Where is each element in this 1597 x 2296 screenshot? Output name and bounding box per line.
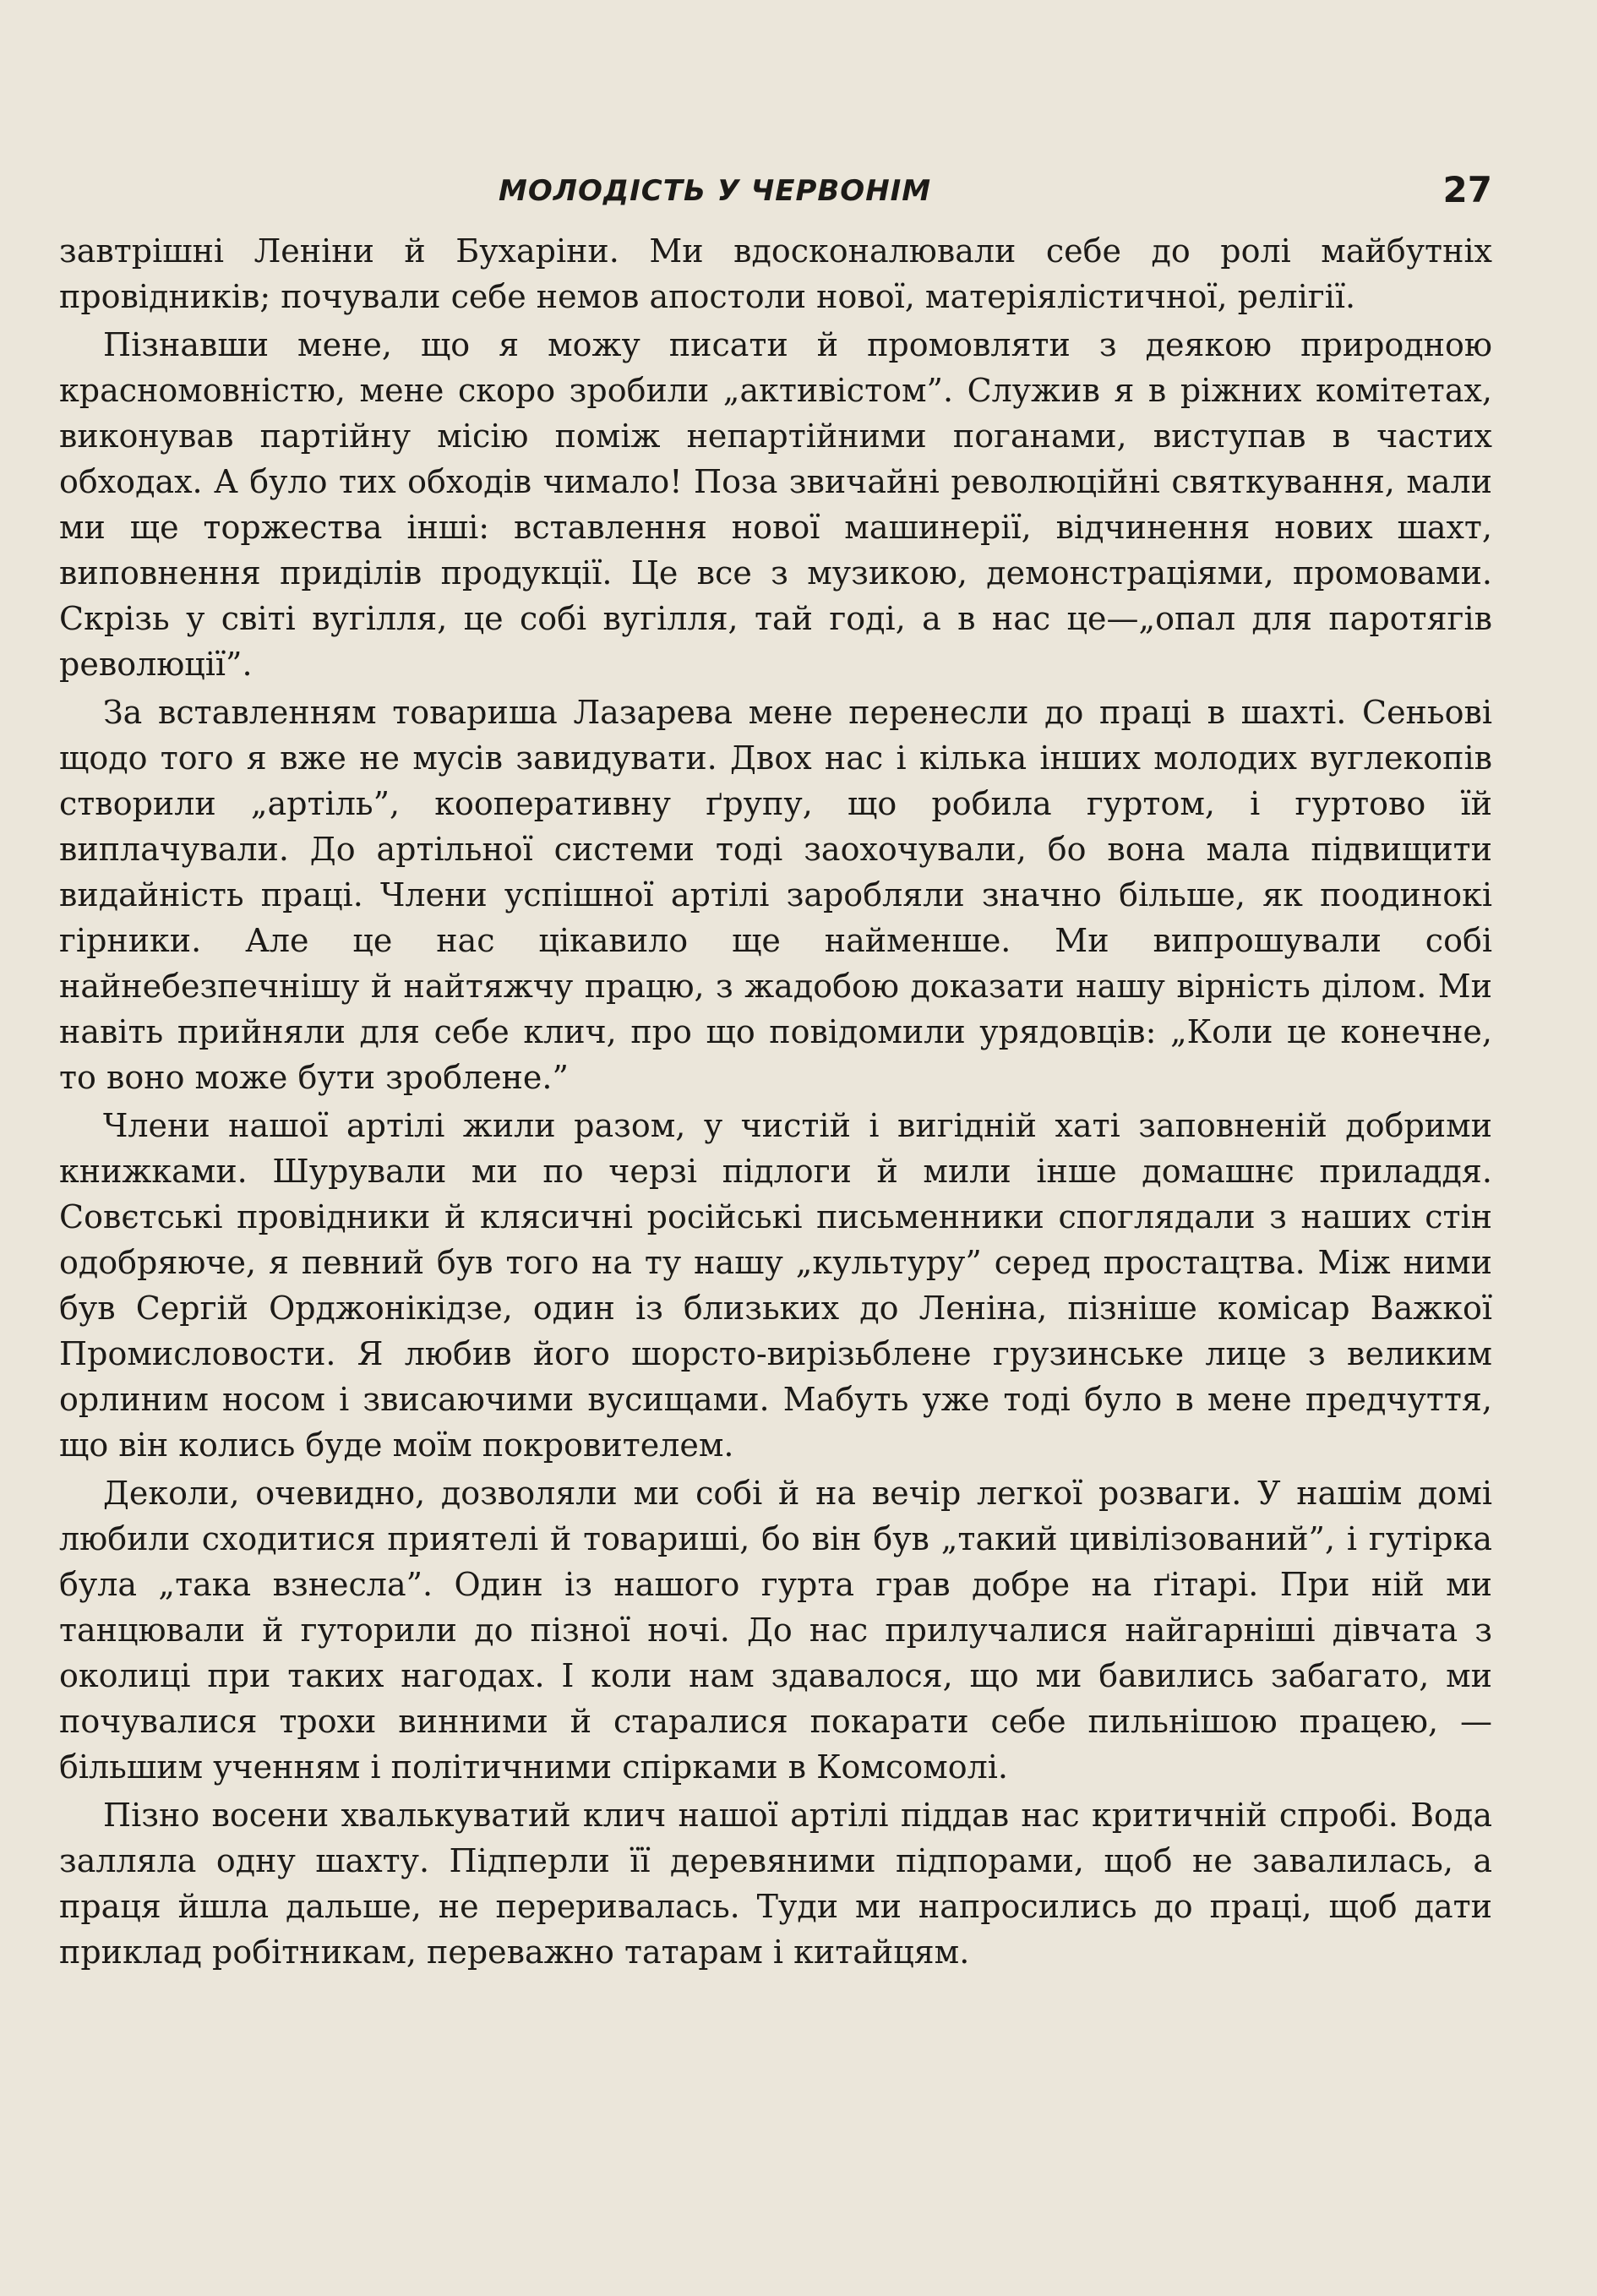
paragraph: За вставленням товариша Лазарева мене перенесли до праці в шахті. Сеньові щодо того я вже не мусів завидувати. Двох нас і кілька інших молодих вуглекопів створили „артіль”, кооперативну ґрупу, що робила гуртом, і гуртово їй виплачували. До артільної системи тоді заохочували, бо вона мала підвищити видайність праці. Члени успішної артілі заробляли значно більше, як поодинокі гірники. Але це нас цікавило ще найменше. Ми випрошували собі найнебезпечнішу й найтяжчу працю, з жадобою доказати нашу вірність ділом. Ми навіть прийняли для себе клич, про що повідомили урядовців: „Коли це конечне, то воно може бути зроблене.” [59, 694, 1492, 1096]
paragraph: Деколи, очевидно, дозволяли ми собі й на вечір легкої розваги. У нашім домі любили сходитися приятелі й товариші, бо він був „такий цивілізований”, і гутірка була „така взнесла”. Один із нашого гурта грав добре на ґітарі. При ній ми танцювали й гуторили до пізної ночі. До нас прилучалися найгарніші дівчата з околиці при таких нагодах. І коли нам здавалося, що ми бавились забагато, ми почувалися трохи винними й старалися покарати себе пильнішою працею, — більшим ученням і політичними спірками в Комсомолі. [59, 1475, 1492, 1786]
paragraph: Члени нашої артілі жили разом, у чистій і вигідній хаті заповненій добрими книжками. Шурували ми по черзі підлоги й мили інше домашнє приладдя. Совєтські провідники й клясичні російські письменники споглядали з наших стін одобряюче, я певний був того на ту нашу „культуру” серед простацтва. Між ними був Сергій Орджонікідзе, один із близьких до Леніна, пізніше комісар Важкої Промисловости. Я любив його шорсто-вирізьблене грузинське лице з великим орлиним носом і звисаючими вусищами. Мабуть уже тоді було в мене предчуття, що він колись буде моїм покровителем. [59, 1107, 1492, 1464]
page-number: 27 [1442, 169, 1492, 210]
paragraph: Пізно восени хвалькуватий клич нашої артілі піддав нас критичній спробі. Вода залляла одну шахту. Підперли її деревяними підпорами, щоб не завалилась, а праця йшла дальше, не переривалась. Туди ми напросились до праці, щоб дати приклад робітникам, переважно татарам і китайцям. [59, 1797, 1492, 1971]
running-title: МОЛОДІСТЬ У ЧЕРВОНІМ [499, 174, 932, 208]
paragraph: Пізнавши мене, що я можу писати й промовляти з деякою природною красномовністю, мене скоро зробили „активістом”. Служив я в ріжних комітетах, виконував партійну місію поміж непартійними поганами, виступав в частих обходах. А було тих обходів чимало! Поза звичайні революційні святкування, мали ми ще торжества інші: вставлення нової машинерії, відчинення нових шахт, виповнення приділів продукції. Це все з музикою, демонстраціями, промовами. Скрізь у світі вугілля, це собі вугілля, тай годі, а в нас це—„опал для паротягів революції”. [59, 326, 1492, 683]
running-head [59, 169, 1492, 228]
paragraph-continued: завтрішні Леніни й Бухаріни. Ми вдосконалювали себе до ролі майбутніх провідників; почували себе немов апостоли нової, матеріялістичної, релігії. [59, 232, 1492, 315]
body-text [59, 228, 1492, 1975]
